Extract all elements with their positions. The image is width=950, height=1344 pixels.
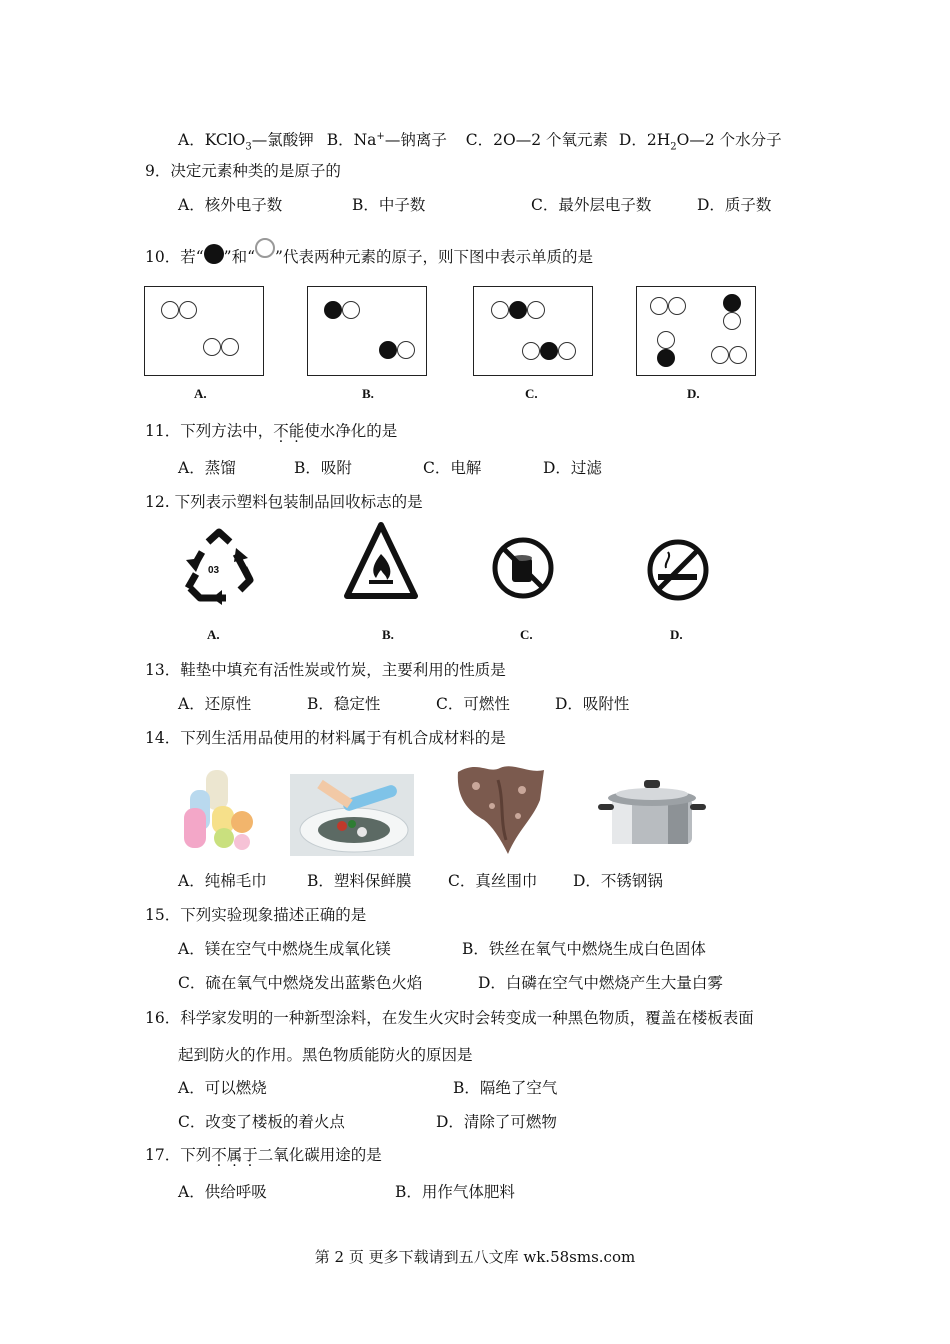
q12-label-a: A. xyxy=(207,627,220,642)
atom xyxy=(203,338,221,356)
q16-option-b: B．隔绝了空气 xyxy=(453,1079,558,1097)
atom xyxy=(221,338,239,356)
q12-label-b: B. xyxy=(382,627,394,642)
q17-option-a: A．供给呼吸 xyxy=(178,1183,267,1201)
atom xyxy=(657,331,675,349)
q17-stem: 17．下列不属于二氧化碳用途的是 xyxy=(145,1146,382,1164)
atom xyxy=(379,341,397,359)
q8-options: A．KClO$_3$—氯酸钾 B．Na+—钠离子 C．2O—2 个氧元素 D．$2H_2O—2$ 个水分子 xyxy=(178,131,782,153)
recycle-icon xyxy=(178,528,260,606)
q13-option-b: B．稳定性 xyxy=(307,695,381,713)
q13-option-a: A．还原性 xyxy=(178,695,252,713)
q16-option-c: C．改变了楼板的着火点 xyxy=(178,1113,345,1131)
q13-option-d: D．吸附性 xyxy=(555,695,630,713)
page-footer: 第 2 页 更多下载请到五八文库 wk.58sms.com xyxy=(314,1248,636,1266)
atom xyxy=(668,297,686,315)
atom xyxy=(723,312,741,330)
atom xyxy=(729,346,747,364)
atom xyxy=(657,349,675,367)
q14-stem: 14．下列生活用品使用的材料属于有机合成材料的是 xyxy=(145,729,506,747)
q11-option-a: A．蒸馏 xyxy=(178,459,236,477)
recycle-code: 03 xyxy=(208,565,220,576)
q11-stem: 11．下列方法中，不能使水净化的是 xyxy=(145,422,398,440)
black-atom-icon xyxy=(204,244,224,264)
q13-stem: 13．鞋垫中填充有活性炭或竹炭，主要利用的性质是 xyxy=(145,661,506,679)
q10-box-c xyxy=(473,286,593,376)
q9-option-d: D．质子数 xyxy=(697,196,772,214)
q10-label-c: C. xyxy=(525,386,538,401)
plastic-wrap-image xyxy=(290,774,414,856)
atom xyxy=(179,301,197,319)
q10-label-d: D. xyxy=(687,386,700,401)
atom xyxy=(540,342,558,360)
q15-stem: 15．下列实验现象描述正确的是 xyxy=(145,906,367,924)
q10-box-b xyxy=(307,286,427,376)
q16-stem-line2: 起到防火的作用。黑色物质能防火的原因是 xyxy=(178,1046,473,1064)
atom xyxy=(711,346,729,364)
atom xyxy=(161,301,179,319)
q14-option-a: A．纯棉毛巾 xyxy=(178,872,267,890)
q12-label-d: D. xyxy=(670,627,683,642)
q15-option-b: B．铁丝在氧气中燃烧生成白色固体 xyxy=(462,940,706,958)
atom xyxy=(509,301,527,319)
atom xyxy=(522,342,540,360)
steel-pot-image xyxy=(598,774,708,852)
q9-option-c: C．最外层电子数 xyxy=(531,196,652,214)
q11-option-d: D．过滤 xyxy=(543,459,602,477)
q12-label-c: C. xyxy=(520,627,533,642)
q17-option-b: B．用作气体肥料 xyxy=(395,1183,515,1201)
atom xyxy=(650,297,668,315)
q10-box-a xyxy=(144,286,264,376)
atom xyxy=(723,294,741,312)
atom xyxy=(397,341,415,359)
q12-stem: 12. 下列表示塑料包装制品回收标志的是 xyxy=(145,493,423,511)
q15-option-a: A．镁在空气中燃烧生成氧化镁 xyxy=(178,940,391,958)
atom xyxy=(558,342,576,360)
q9-stem: 9．决定元素种类的是原子的 xyxy=(145,162,341,180)
q14-option-c: C．真丝围巾 xyxy=(448,872,538,890)
q14-option-b: B．塑料保鲜膜 xyxy=(307,872,412,890)
towels-image xyxy=(182,764,260,852)
q15-option-d: D．白磷在空气中燃烧产生大量白雾 xyxy=(478,974,723,992)
atom xyxy=(491,301,509,319)
q9-option-a: A．核外电子数 xyxy=(178,196,283,214)
q11-option-b: B．吸附 xyxy=(294,459,352,477)
q10-box-d xyxy=(636,286,756,376)
white-atom-icon xyxy=(255,238,275,258)
q9-option-b: B．中子数 xyxy=(352,196,426,214)
no-dumping-icon xyxy=(491,536,555,600)
no-smoking-icon xyxy=(646,538,710,602)
flammable-warning-icon xyxy=(343,520,419,602)
q10-label-a: A. xyxy=(194,386,207,401)
q14-option-d: D．不锈钢锅 xyxy=(573,872,663,890)
q15-option-c: C．硫在氧气中燃烧发出蓝紫色火焰 xyxy=(178,974,423,992)
silk-scarf-image xyxy=(448,760,552,856)
atom xyxy=(342,301,360,319)
q16-stem-line1: 16．科学家发明的一种新型涂料，在发生火灾时会转变成一种黑色物质，覆盖在楼板表面 xyxy=(145,1009,754,1027)
q10-label-b: B. xyxy=(362,386,374,401)
q16-option-d: D．清除了可燃物 xyxy=(436,1113,557,1131)
atom xyxy=(324,301,342,319)
q10-stem: 10．若“ ”和“ ”代表两种元素的原子，则下图中表示单质的是 xyxy=(145,238,593,267)
q13-option-c: C．可燃性 xyxy=(436,695,510,713)
q16-option-a: A．可以燃烧 xyxy=(178,1079,267,1097)
q11-option-c: C．电解 xyxy=(423,459,482,477)
atom xyxy=(527,301,545,319)
